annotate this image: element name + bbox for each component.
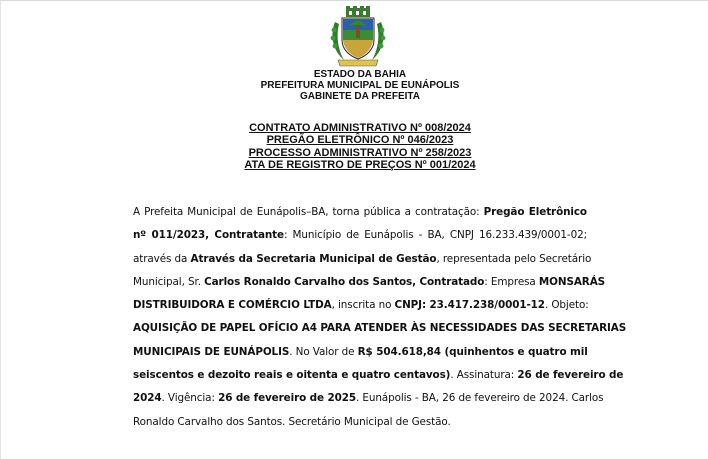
bold-text-run: nº 011/2023, Contratante [133, 229, 284, 242]
header-state: ESTADO DA BAHIA [313, 69, 407, 80]
title-process: PROCESSO ADMINISTRATIVO Nº 258/2023 [248, 146, 472, 159]
body-line [133, 201, 587, 224]
bold-text-run: DISTRIBUIDORA E COMÉRCIO LTDA [133, 299, 332, 312]
bold-text-run: MUNICIPAIS DE EUNÁPOLIS [133, 345, 290, 358]
text-run: . Assinatura: [450, 369, 518, 382]
header-cabinet: GABINETE DA PREFEITA [299, 91, 420, 102]
bold-text-run: MONSARÁS [538, 275, 606, 288]
bold-text-run: Através da Secretaria Municipal de Gestão [190, 252, 437, 265]
body-line [133, 411, 587, 434]
text-run: . Vigência: [161, 392, 219, 405]
text-run: : Município de Eunápolis - BA, CNPJ 16.233.439/0001-02; [284, 229, 587, 242]
text-run: : Empresa [484, 275, 539, 288]
text-run: A Prefeita Municipal de Eunápolis–BA, torna pública a contratação: [133, 206, 484, 218]
document-header [200, 69, 520, 102]
bold-text-run: Carlos Ronaldo Carvalho dos Santos, Contratado [204, 275, 485, 288]
text-run: . No Valor de [289, 345, 358, 358]
bold-text-run: CNPJ: 23.417.238/0001-12 [394, 299, 545, 312]
text-run: Ronaldo Carvalho dos Santos. Secretário Municipal de Gestão. [133, 415, 451, 428]
municipal-coat-of-arms-icon [326, 6, 390, 70]
body-line [133, 387, 604, 410]
document-titles [200, 122, 520, 171]
text-run: , representada pelo Secretário [436, 252, 592, 265]
body-line [133, 294, 587, 317]
text-run: , inscrita no [331, 299, 395, 312]
title-contract: CONTRATO ADMINISTRATIVO Nº 008/2024 [249, 122, 471, 134]
bold-text-run: R$ 504.618,84 (quinhentos e quatro mil [357, 345, 588, 358]
body-line [133, 341, 587, 364]
bold-text-run: Pregão Eletrônico [483, 206, 587, 218]
text-run: . Objeto: [544, 299, 589, 312]
bold-text-run: 26 de fevereiro de 2025 [218, 392, 356, 405]
body-line [133, 317, 627, 340]
body-line [133, 224, 587, 247]
text-run: Municipal, Sr. [133, 275, 205, 288]
bold-text-run: AQUISIÇÃO DE PAPEL OFÍCIO A4 PARA ATENDER ÀS NECESSIDADES DAS SECRETARIAS [133, 322, 627, 335]
body-line [133, 364, 624, 387]
title-auction: PREGÃO ELETRÔNICO Nº 046/2023 [266, 134, 454, 147]
header-prefecture: PREFEITURA MUNICIPAL DE EUNÁPOLIS [260, 80, 460, 91]
bold-text-run: seiscentos e dezoito reais e oitenta e quatro centavos) [133, 369, 451, 382]
text-run: através da [133, 252, 191, 265]
title-price-registry: ATA DE REGISTRO DE PREÇOS Nº 001/2024 [244, 158, 476, 171]
body-line [133, 271, 606, 294]
left-border [0, 0, 1, 459]
body-line [133, 248, 592, 271]
bold-text-run: 2024 [133, 392, 162, 405]
top-border [0, 0, 708, 1]
bold-text-run: 26 de fevereiro de [517, 369, 624, 382]
notice-body [133, 201, 627, 434]
text-run: . Eunápolis - BA, 26 de fevereiro de 2024. Carlos [355, 392, 604, 405]
